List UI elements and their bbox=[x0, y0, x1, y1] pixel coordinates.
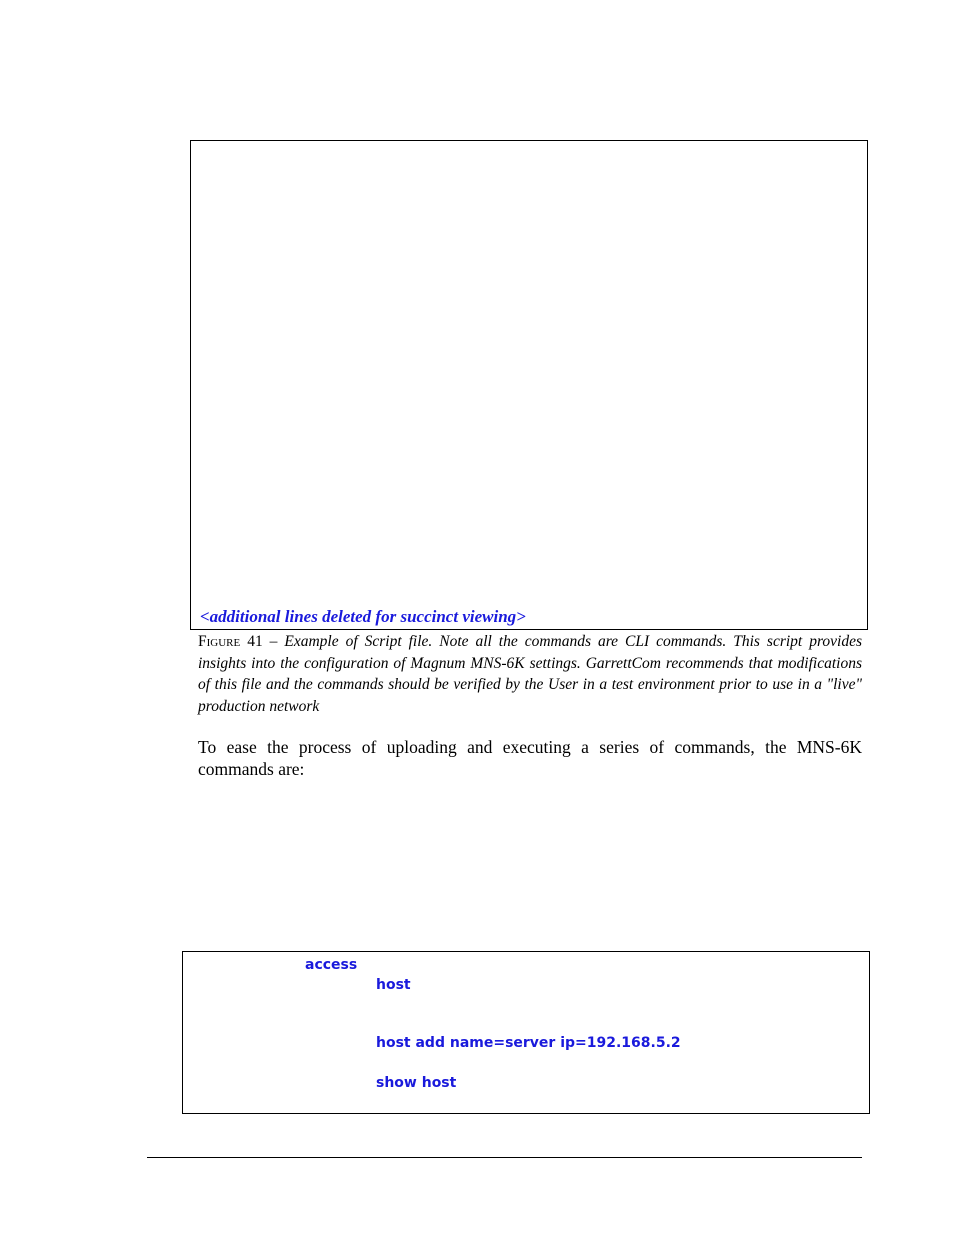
figure-label: Figure 41 bbox=[198, 633, 263, 650]
body-paragraph: To ease the process of uploading and executing a series of commands, the MNS-6K commands are: bbox=[198, 737, 862, 779]
command-show-host: show host bbox=[376, 1075, 457, 1091]
footer-rule bbox=[147, 1157, 862, 1158]
command-access: access bbox=[305, 957, 358, 973]
deleted-lines-note: <additional lines deleted for succinct viewing> bbox=[200, 607, 526, 626]
command-example-box bbox=[182, 951, 870, 1114]
command-host-add: host add name=server ip=192.168.5.2 bbox=[376, 1035, 681, 1051]
figure-text: Example of Script file. Note all the commands are CLI commands. This script provides insights into the configuration of Magnum MNS-6K settings. GarrettCom recommends that modifications of this file and the commands should be verified by the User in a test environment prior to use in a "live" production network bbox=[198, 633, 863, 715]
command-host: host bbox=[376, 977, 411, 993]
script-file-box bbox=[190, 140, 868, 630]
figure-dash: – bbox=[269, 633, 278, 650]
figure-caption bbox=[198, 631, 862, 717]
